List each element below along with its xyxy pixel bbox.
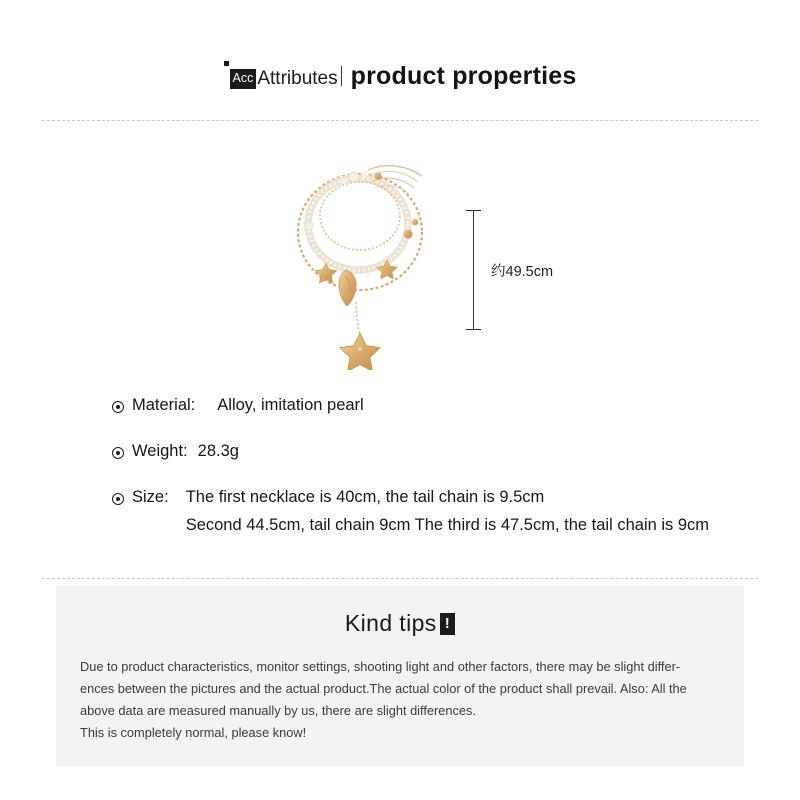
spec-row-material [112, 396, 792, 415]
size-line-1: The first necklace is 40cm, the tail chain is 9.5cm [185, 488, 545, 506]
spec-value-weight: 28.3g [197, 442, 239, 460]
tips-line-1: Due to product characteristics, monitor settings, shooting light and other factors, there may be slight differ- [80, 659, 681, 674]
spec-label-weight: Weight: [132, 442, 188, 460]
length-measure [465, 210, 555, 330]
page-title: product properties [350, 62, 577, 90]
spec-label-size: Size: [132, 488, 169, 506]
kind-tips-panel [56, 586, 744, 766]
divider-top [42, 120, 758, 121]
size-line-2: Second 44.5cm, tail chain 9cm The third is 47.5cm, the tail chain is 9cm [185, 516, 710, 534]
bullet-icon [112, 493, 124, 505]
page-header [0, 62, 800, 91]
measure-line [473, 210, 474, 330]
header-divider [341, 66, 342, 86]
square-tick-icon [224, 61, 229, 66]
exclamation-badge: ! [440, 613, 455, 635]
measure-cap-bottom [466, 329, 481, 330]
spec-value-material: Alloy, imitation pearl [217, 396, 364, 414]
kind-tips-title [56, 586, 744, 638]
tips-line-4: This is completely normal, please know! [80, 725, 307, 740]
measure-label: 约49.5cm [491, 264, 554, 280]
divider-bottom [42, 578, 758, 579]
attributes-label: Attributes [257, 68, 338, 89]
kind-tips-title-text: Kind tips [344, 610, 437, 636]
product-image-area [250, 150, 580, 380]
acc-badge: Acc [230, 69, 257, 89]
header-inner [224, 62, 577, 91]
bullet-icon [112, 447, 124, 459]
tips-line-2: ences between the pictures and the actual product.The actual color of the product shall prevail. Also: All the [80, 681, 687, 696]
spec-row-weight [112, 442, 792, 461]
spec-label-material: Material: [132, 396, 196, 414]
bullet-icon [112, 401, 124, 413]
spec-list [112, 396, 792, 562]
spec-value-size [186, 488, 709, 535]
measure-cap-top [466, 210, 481, 211]
tips-line-3: above data are measured manually by us, there are slight differences. [80, 703, 476, 718]
spec-row-size [112, 488, 792, 535]
kind-tips-body [56, 656, 744, 744]
necklace-illustration [290, 150, 460, 370]
